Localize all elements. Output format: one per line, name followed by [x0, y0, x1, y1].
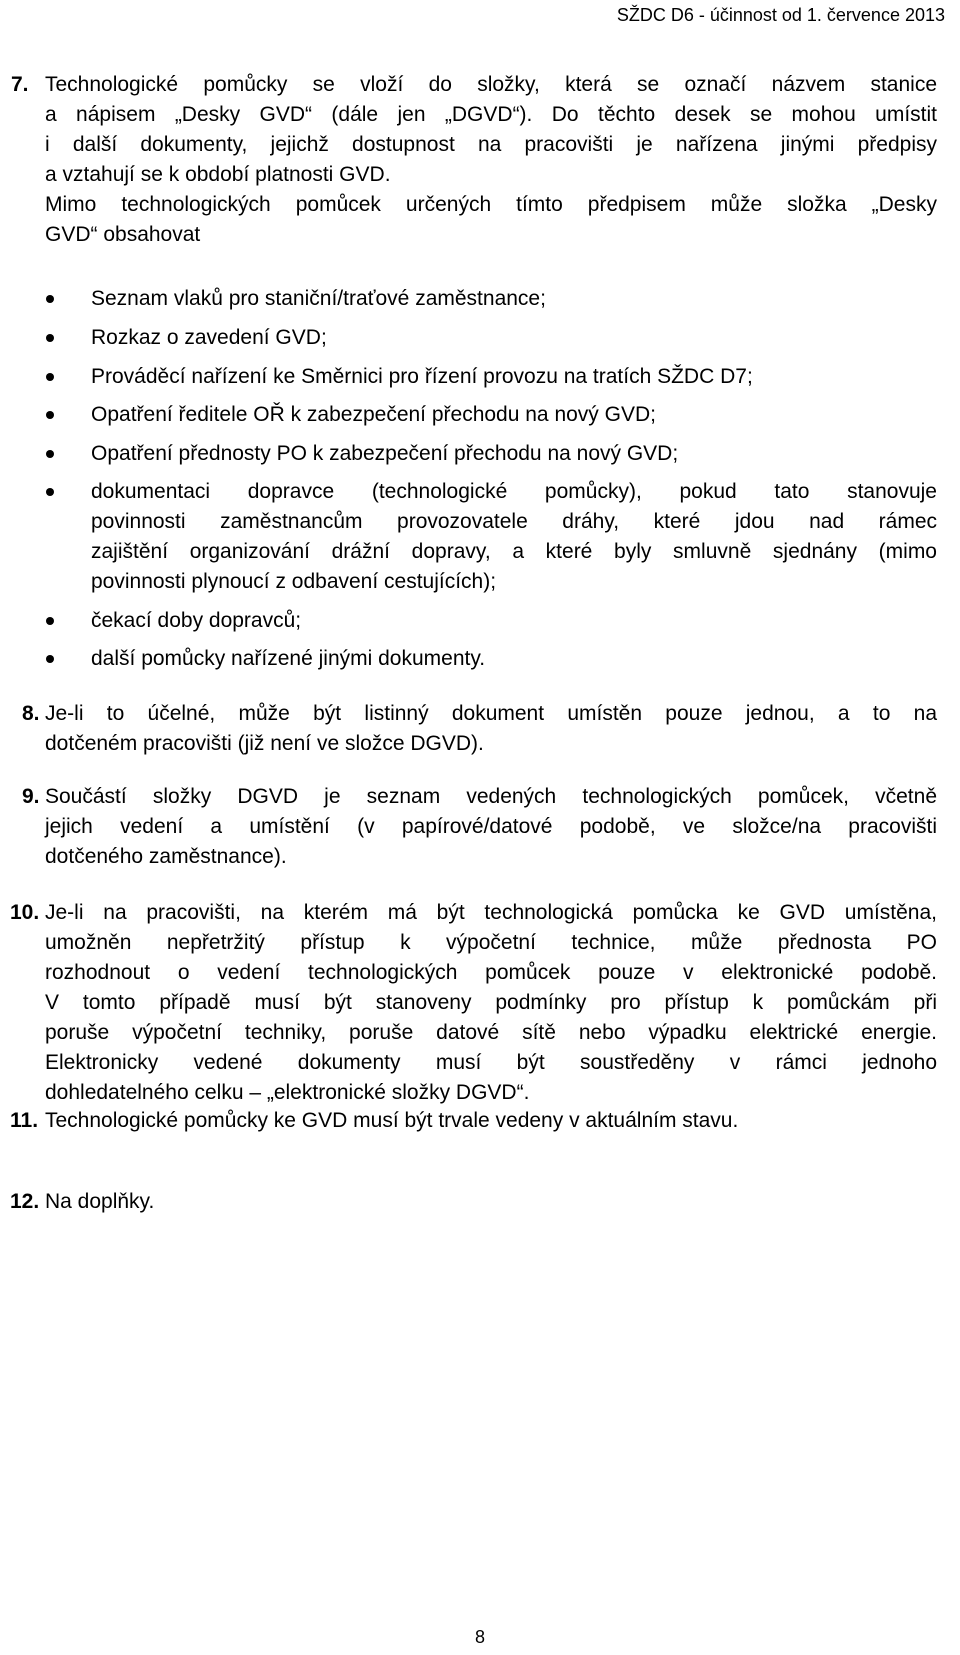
list-item: Prováděcí nařízení ke Směrnici pro řízení provozu na tratích SŽDC D7; — [91, 365, 753, 388]
text-line: GVD“ obsahovat — [45, 223, 201, 246]
section-number: 7. — [11, 73, 29, 96]
text-line: dohledatelného celku – „elektronické složky DGVD“. — [45, 1081, 530, 1104]
text-line: Na doplňky. — [45, 1190, 155, 1213]
list-item — [91, 477, 937, 597]
list-item: další pomůcky nařízené jinými dokumenty. — [91, 647, 486, 670]
text-line: povinnosti plynoucí z odbavení cestujících); — [91, 570, 497, 593]
text-line: zajištění organizování drážní dopravy, a které byly smluvně sjednány (mimo — [91, 540, 937, 563]
text-line: povinnosti zaměstnancům provozovatele dráhy, které jdou nad rámec — [91, 510, 937, 533]
section-number: 9. — [22, 785, 40, 808]
page-number: 8 — [474, 1627, 485, 1647]
section-number: 10. — [10, 901, 40, 924]
section-12-paragraph — [45, 1187, 937, 1217]
list-item: Opatření ředitele OŘ k zabezpečení přechodu na nový GVD; — [91, 403, 656, 426]
list-item: Rozkaz o zavedení GVD; — [91, 326, 327, 349]
text-line: poruše výpočetní techniky, poruše datové sítě nebo výpadku elektrické energie. — [45, 1021, 937, 1044]
section-11-paragraph — [45, 1106, 937, 1136]
text-line: Je-li na pracovišti, na kterém má být technologická pomůcka ke GVD umístěna, — [45, 901, 937, 924]
list-item: Seznam vlaků pro staniční/traťové zaměstnance; — [91, 287, 546, 310]
text-line: a nápisem „Desky GVD“ (dále jen „DGVD“). Do těchto desek se mohou umístit — [45, 103, 937, 126]
text-line: jejich vedení a umístění (v papírové/datové podobě, ve složce/na pracovišti — [45, 815, 937, 838]
section-8-paragraph — [45, 699, 937, 759]
bullet-icon — [46, 295, 54, 303]
list-item: Opatření přednosty PO k zabezpečení přechodu na nový GVD; — [91, 442, 679, 465]
section-number: 12. — [10, 1190, 40, 1213]
bullet-icon — [46, 617, 54, 625]
text-line: a vztahují se k období platnosti GVD. — [45, 163, 391, 186]
text-line: Součástí složky DGVD je seznam vedených technologických pomůcek, včetně — [45, 785, 937, 808]
document-header: SŽDC D6 - účinnost od 1. července 2013 — [616, 5, 945, 25]
text-line: Technologické pomůcky se vloží do složky, která se označí názvem stanice — [45, 73, 937, 96]
text-line: dotčeného zaměstnance). — [45, 845, 287, 868]
bullet-icon — [46, 411, 54, 419]
text-line: dotčeném pracovišti (již není ve složce DGVD). — [45, 732, 484, 755]
text-line: umožněn nepřetržitý přístup k výpočetní technice, může přednosta PO — [45, 931, 937, 954]
section-number: 11. — [10, 1109, 39, 1132]
list-item: čekací doby dopravců; — [91, 609, 302, 632]
text-line: Technologické pomůcky ke GVD musí být trvale vedeny v aktuálním stavu. — [45, 1109, 739, 1132]
bullet-icon — [46, 655, 54, 663]
section-number: 8. — [22, 702, 40, 725]
section-9-paragraph — [45, 782, 937, 872]
section-7-paragraph — [45, 70, 937, 250]
text-line: Mimo technologických pomůcek určených tímto předpisem může složka „Desky — [45, 193, 937, 216]
bullet-icon — [46, 373, 54, 381]
text-line: rozhodnout o vedení technologických pomůcek pouze v elektronické podobě. — [45, 961, 937, 984]
text-line: i další dokumenty, jejichž dostupnost na pracovišti je nařízena jinými předpisy — [45, 133, 937, 156]
text-line: Je-li to účelné, může být listinný dokument umístěn pouze jednou, a to na — [45, 702, 937, 725]
bullet-icon — [46, 488, 54, 496]
text-line: Elektronicky vedené dokumenty musí být soustředěny v rámci jednoho — [45, 1051, 937, 1074]
text-line: V tomto případě musí být stanoveny podmínky pro přístup k pomůckám při — [45, 991, 937, 1014]
bullet-icon — [46, 334, 54, 342]
bullet-icon — [46, 450, 54, 458]
text-line: dokumentaci dopravce (technologické pomůcky), pokud tato stanovuje — [91, 480, 937, 503]
section-10-paragraph — [45, 898, 937, 1108]
